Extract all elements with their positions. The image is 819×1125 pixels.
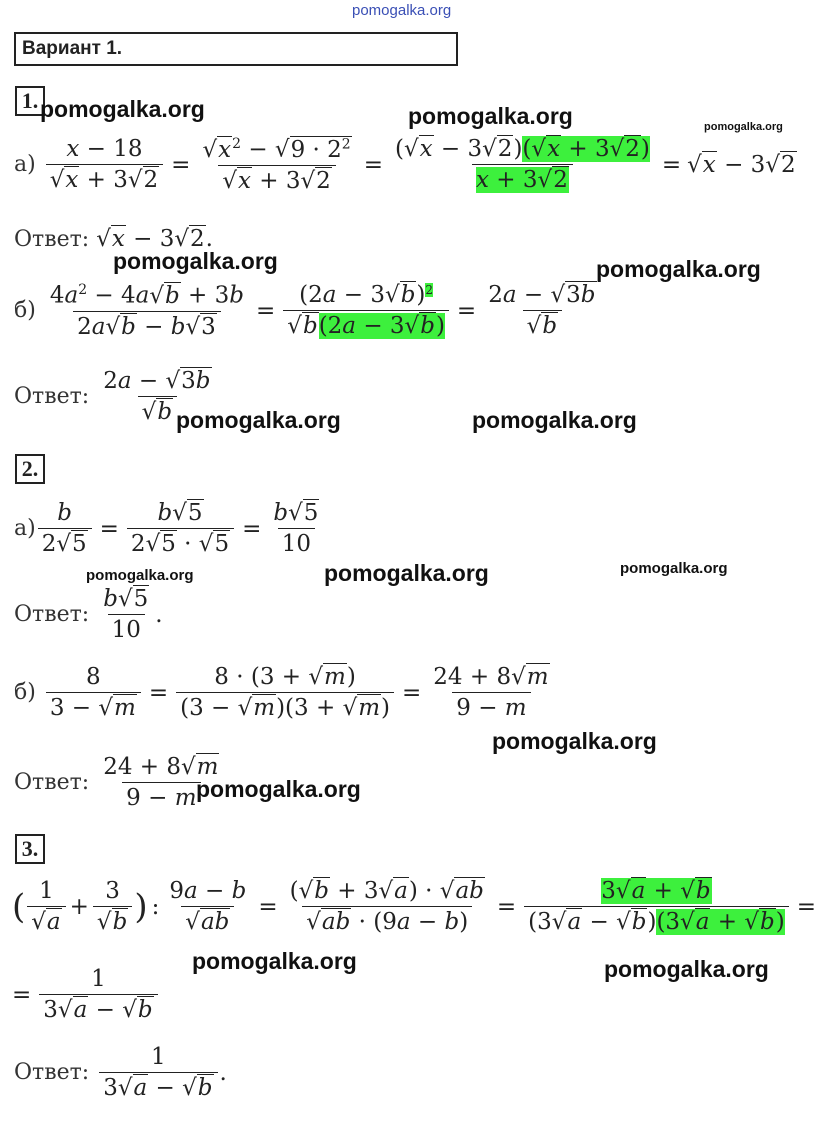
task-3-equation: ( $\frac{1}{√a}$ + $\frac{3}{√b}$ ) : $\frac{9a - b}{√ab}$ = $\frac{(√b + 3√a) \cdot √ab}{√ab \cdot (9a - b)}$ = $\frac{3√a + √b}{(3√a - √b)(3√a + √b)}$ =	[12, 878, 816, 935]
task-2a-equation: а) $\frac{b}{2√5}$ = $\frac{b√5}{2√5 \cdot √5}$ = $\frac{b√5}{10}$	[14, 500, 319, 557]
watermark: pomogalka.org	[324, 560, 489, 586]
watermark: pomogalka.org	[113, 248, 278, 274]
task-1b-answer: Ответ: $\frac{2a - √3b}{√b}$	[14, 368, 211, 425]
watermark: pomogalka.org	[408, 103, 573, 129]
watermark: pomogalka.org	[492, 728, 657, 754]
watermark: pomogalka.org	[196, 776, 361, 802]
task-1b-label: б)	[14, 298, 36, 324]
watermark: pomogalka.org	[472, 407, 637, 433]
watermark: pomogalka.org	[192, 948, 357, 974]
watermark: pomogalka.org	[40, 96, 205, 122]
task-3-result: = $\frac{1}{3√a - √b}$	[12, 966, 160, 1023]
task-1b-equation: б) $\frac{4a^2 - 4a√b + 3b}{2a√b - b√3}$ = $\frac{(2a - 3√b)^2}{√b(2a - 3√b)}$ = $\frac{2a - √3b}{√b}$	[14, 282, 596, 340]
task-3-number: 3.	[15, 834, 45, 864]
watermark: pomogalka.org	[704, 121, 783, 133]
task-1a-equation: а) $\frac{x - 18}{√x + 3√2}$ = $\frac{√x^2 - √9 \cdot 2^2}{√x + 3√2}$ = $\frac{(√x - 3√2)(√x + 3√2)}{x + 3√2}$ = √x − 3√2	[14, 136, 796, 194]
task-3-answer: Ответ: $\frac{1}{3√a - √b}$ .	[14, 1044, 227, 1101]
watermark: pomogalka.org	[620, 560, 728, 577]
task-2a-label: а)	[14, 516, 36, 541]
task-2b-label: б)	[14, 680, 36, 705]
task-1-number: 1.	[15, 86, 45, 116]
watermark-top: pomogalka.org	[352, 2, 452, 19]
variant-title: Вариант 1.	[22, 38, 123, 59]
task-2-number: 2.	[15, 454, 45, 484]
watermark: pomogalka.org	[176, 407, 341, 433]
task-1a-label: а)	[14, 152, 36, 178]
task-2b-equation: б) $\frac{8}{3 - √m}$ = $\frac{8 \cdot (3 + √m)}{(3 - √m)(3 + √m)}$ = $\frac{24 + 8√m}{9 - m}$	[14, 664, 549, 721]
watermark: pomogalka.org	[596, 256, 761, 282]
watermark: pomogalka.org	[604, 956, 769, 982]
task-2b-answer: Ответ: $\frac{24 + 8√m}{9 - m}$	[14, 754, 219, 811]
task-1a-answer: Ответ: √x − 3√2.	[14, 226, 213, 252]
task-2a-answer: Ответ: $\frac{b√5}{10}$ .	[14, 586, 163, 643]
watermark: pomogalka.org	[86, 567, 194, 584]
variant-header	[14, 32, 458, 66]
